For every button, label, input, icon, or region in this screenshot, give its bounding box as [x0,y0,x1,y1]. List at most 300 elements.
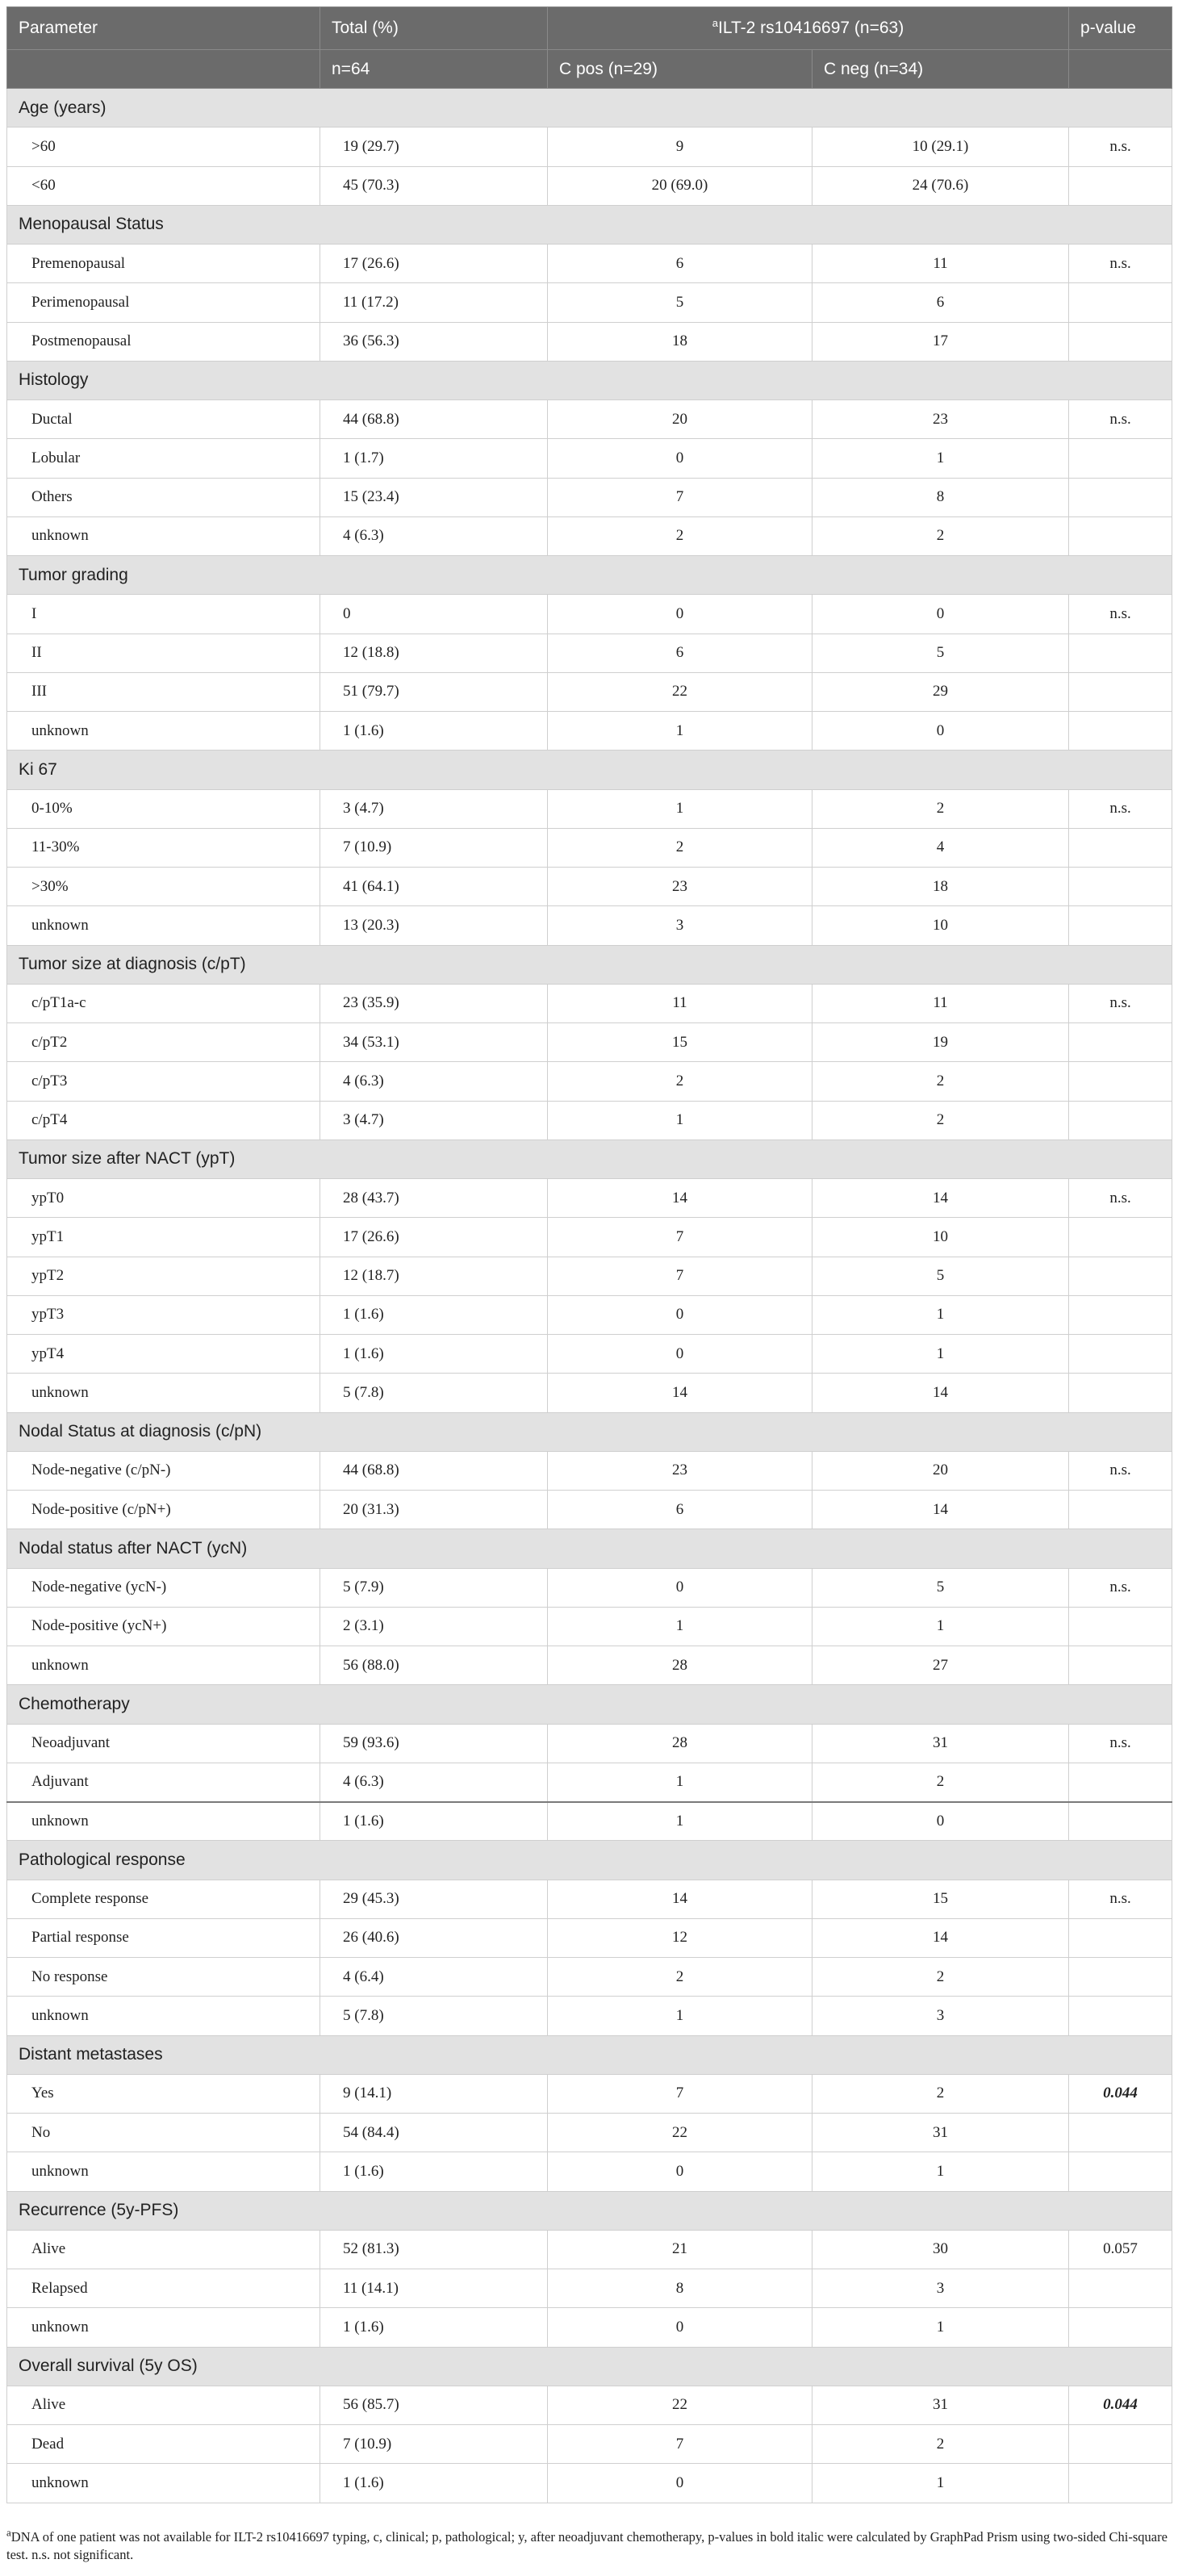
cell-parameter: ypT4 [7,1335,320,1374]
cell-c-neg: 2 [812,1763,1069,1801]
cell-total: 13 (20.3) [320,906,548,945]
section-row [7,205,1172,244]
table-row [7,634,1172,672]
cell-total: 11 (17.2) [320,283,548,322]
table-row [7,1257,1172,1295]
cell-c-pos: 23 [548,1451,812,1490]
cell-p-value [1069,828,1172,867]
footnote-text: DNA of one patient was not available for ILT-2 rs10416697 typing, c, clinical; p, pathological; y, after neoadjuvant chemotherapy, p-values in bold italic were calculated by GraphPad Prism using two-sided Chi-square test. n.s. not significant. [6,2529,1168,2562]
table-row [7,1958,1172,1997]
cell-c-neg: 5 [812,1568,1069,1607]
cell-c-neg: 1 [812,2464,1069,2503]
table-row [7,2425,1172,2464]
cell-c-neg: 2 [812,516,1069,555]
cell-total: 56 (85.7) [320,2386,548,2424]
cell-c-pos: 6 [548,245,812,283]
section-row [7,1529,1172,1568]
table-row [7,1802,1172,1841]
cell-p-value [1069,2269,1172,2308]
cell-c-neg: 10 [812,1218,1069,1257]
cell-p-value: n.s. [1069,789,1172,828]
cell-c-pos: 22 [548,672,812,711]
cell-parameter: unknown [7,2464,320,2503]
cell-parameter: Perimenopausal [7,283,320,322]
cell-c-pos: 20 (69.0) [548,166,812,205]
cell-parameter: <60 [7,166,320,205]
table-row [7,2269,1172,2308]
section-title: Menopausal Status [7,205,1172,244]
cell-total: 7 (10.9) [320,2425,548,2464]
cell-total: 3 (4.7) [320,1101,548,1140]
cell-c-pos: 7 [548,2425,812,2464]
cell-parameter: Node-positive (ycN+) [7,1607,320,1646]
cell-c-pos: 7 [548,1218,812,1257]
cell-c-neg: 1 [812,439,1069,478]
cell-total: 20 (31.3) [320,1491,548,1529]
cell-total: 3 (4.7) [320,789,548,828]
table-row [7,439,1172,478]
header-c-pos: C pos (n=29) [548,50,812,89]
cell-parameter: Partial response [7,1918,320,1957]
cell-c-pos: 28 [548,1646,812,1685]
section-row [7,1412,1172,1451]
table-row [7,1724,1172,1763]
cell-c-neg: 5 [812,1257,1069,1295]
table-row [7,868,1172,906]
table-row [7,1646,1172,1685]
table-row [7,2308,1172,2347]
cell-p-value [1069,712,1172,751]
header-c-neg: C neg (n=34) [812,50,1069,89]
table-row [7,1918,1172,1957]
cell-c-neg: 31 [812,2386,1069,2424]
cell-p-value [1069,1101,1172,1140]
cell-c-pos: 22 [548,2386,812,2424]
cell-c-neg: 29 [812,672,1069,711]
cell-c-neg: 11 [812,245,1069,283]
table-row [7,283,1172,322]
cell-c-pos: 0 [548,1295,812,1334]
header-empty-p [1069,50,1172,89]
table-row [7,2114,1172,2152]
cell-c-pos: 14 [548,1880,812,1918]
cell-total: 1 (1.6) [320,2152,548,2191]
cell-p-value [1069,634,1172,672]
cell-parameter: unknown [7,712,320,751]
cell-c-pos: 6 [548,634,812,672]
table-row [7,2230,1172,2269]
cell-c-neg: 0 [812,595,1069,634]
table-row [7,1335,1172,1374]
cell-c-neg: 1 [812,2308,1069,2347]
cell-p-value: 0.057 [1069,2230,1172,2269]
table-row [7,1763,1172,1801]
cell-parameter: c/pT2 [7,1023,320,1062]
cell-c-pos: 22 [548,2114,812,2152]
cell-parameter: Dead [7,2425,320,2464]
table-row [7,516,1172,555]
cell-p-value [1069,1958,1172,1997]
cell-c-neg: 6 [812,283,1069,322]
cell-total: 4 (6.3) [320,516,548,555]
cell-p-value [1069,2114,1172,2152]
table-body [7,89,1172,2503]
cell-c-pos: 20 [548,400,812,439]
cell-c-neg: 3 [812,1997,1069,2035]
cell-total: 5 (7.8) [320,1374,548,1412]
cell-c-neg: 1 [812,1607,1069,1646]
cell-p-value [1069,1763,1172,1801]
cell-c-pos: 2 [548,516,812,555]
table-row [7,1491,1172,1529]
section-title: Distant metastases [7,2035,1172,2074]
table-row [7,1179,1172,1218]
cell-p-value [1069,2425,1172,2464]
cell-total: 45 (70.3) [320,166,548,205]
cell-total: 5 (7.8) [320,1997,548,2035]
cell-total: 44 (68.8) [320,400,548,439]
cell-parameter: Ductal [7,400,320,439]
cell-parameter: Node-positive (c/pN+) [7,1491,320,1529]
cell-total: 1 (1.7) [320,439,548,478]
section-row [7,2035,1172,2074]
cell-parameter: c/pT3 [7,1062,320,1101]
cell-c-pos: 7 [548,2074,812,2113]
cell-c-pos: 7 [548,1257,812,1295]
header-total: Total (%) [320,7,548,50]
cell-p-value [1069,1257,1172,1295]
cell-c-pos: 0 [548,1335,812,1374]
header-pvalue: p-value [1069,7,1172,50]
cell-c-pos: 1 [548,1607,812,1646]
cell-c-neg: 0 [812,1802,1069,1841]
cell-p-value: n.s. [1069,1451,1172,1490]
table-row [7,128,1172,166]
cell-parameter: Neoadjuvant [7,1724,320,1763]
table-row [7,906,1172,945]
cell-parameter: Alive [7,2386,320,2424]
cell-total: 12 (18.8) [320,634,548,672]
cell-total: 5 (7.9) [320,1568,548,1607]
cell-c-pos: 15 [548,1023,812,1062]
cell-p-value [1069,868,1172,906]
cell-c-neg: 15 [812,1880,1069,1918]
cell-p-value [1069,1646,1172,1685]
cell-c-neg: 31 [812,1724,1069,1763]
cell-p-value [1069,1062,1172,1101]
section-title: Tumor grading [7,556,1172,595]
cell-total: 36 (56.3) [320,322,548,361]
cell-total: 1 (1.6) [320,2308,548,2347]
section-title: Recurrence (5y-PFS) [7,2191,1172,2230]
section-row [7,2347,1172,2386]
cell-total: 12 (18.7) [320,1257,548,1295]
cell-p-value [1069,672,1172,711]
cell-total: 1 (1.6) [320,1295,548,1334]
cell-parameter: >60 [7,128,320,166]
cell-parameter: Complete response [7,1880,320,1918]
cell-p-value [1069,1607,1172,1646]
cell-c-neg: 2 [812,789,1069,828]
cell-c-pos: 8 [548,2269,812,2308]
cell-c-neg: 30 [812,2230,1069,2269]
section-row [7,89,1172,128]
cell-p-value [1069,1335,1172,1374]
section-title: Tumor size at diagnosis (c/pT) [7,945,1172,984]
section-row [7,1841,1172,1880]
table-row [7,2386,1172,2424]
cell-p-value [1069,283,1172,322]
section-row [7,556,1172,595]
cell-p-value [1069,516,1172,555]
cell-p-value [1069,478,1172,516]
cell-total: 4 (6.4) [320,1958,548,1997]
cell-p-value [1069,322,1172,361]
cell-total: 29 (45.3) [320,1880,548,1918]
cell-total: 34 (53.1) [320,1023,548,1062]
table-row [7,828,1172,867]
cell-c-pos: 7 [548,478,812,516]
cell-c-pos: 0 [548,439,812,478]
table-row [7,166,1172,205]
cell-c-neg: 18 [812,868,1069,906]
cell-c-neg: 27 [812,1646,1069,1685]
cell-c-pos: 1 [548,712,812,751]
table-row [7,672,1172,711]
cell-total: 0 [320,595,548,634]
cell-c-pos: 1 [548,1802,812,1841]
patient-characteristics-table [6,6,1172,2503]
header-n-total: n=64 [320,50,548,89]
table-row [7,1607,1172,1646]
cell-c-neg: 14 [812,1179,1069,1218]
cell-parameter: Relapsed [7,2269,320,2308]
cell-total: 2 (3.1) [320,1607,548,1646]
section-row [7,2191,1172,2230]
cell-c-pos: 1 [548,1101,812,1140]
cell-parameter: 0-10% [7,789,320,828]
cell-total: 17 (26.6) [320,1218,548,1257]
cell-p-value [1069,439,1172,478]
cell-parameter: Alive [7,2230,320,2269]
cell-total: 44 (68.8) [320,1451,548,1490]
cell-parameter: c/pT4 [7,1101,320,1140]
cell-c-neg: 17 [812,322,1069,361]
table-row [7,984,1172,1022]
cell-total: 9 (14.1) [320,2074,548,2113]
cell-c-neg: 1 [812,1335,1069,1374]
cell-total: 51 (79.7) [320,672,548,711]
cell-p-value: n.s. [1069,1880,1172,1918]
cell-parameter: unknown [7,516,320,555]
cell-c-pos: 2 [548,1958,812,1997]
cell-c-neg: 4 [812,828,1069,867]
cell-total: 1 (1.6) [320,712,548,751]
cell-p-value: n.s. [1069,595,1172,634]
section-title: Tumor size after NACT (ypT) [7,1140,1172,1178]
cell-c-pos: 2 [548,828,812,867]
cell-parameter: c/pT1a-c [7,984,320,1022]
cell-parameter: ypT0 [7,1179,320,1218]
section-title: Chemotherapy [7,1685,1172,1724]
table-row [7,1451,1172,1490]
cell-parameter: unknown [7,1646,320,1685]
table-row [7,400,1172,439]
cell-total: 11 (14.1) [320,2269,548,2308]
cell-c-neg: 11 [812,984,1069,1022]
cell-c-neg: 31 [812,2114,1069,2152]
cell-p-value: 0.044 [1069,2386,1172,2424]
cell-c-neg: 14 [812,1491,1069,1529]
table-row [7,595,1172,634]
section-row [7,945,1172,984]
cell-total: 1 (1.6) [320,1802,548,1841]
footnote-sup: a [6,2526,11,2539]
cell-p-value: n.s. [1069,245,1172,283]
cell-c-pos: 1 [548,1997,812,2035]
cell-p-value [1069,1295,1172,1334]
cell-parameter: ypT1 [7,1218,320,1257]
cell-c-pos: 14 [548,1179,812,1218]
cell-parameter: >30% [7,868,320,906]
footnote [6,2528,1172,2564]
cell-c-pos: 11 [548,984,812,1022]
section-title: Pathological response [7,1841,1172,1880]
table-row [7,1023,1172,1062]
cell-total: 23 (35.9) [320,984,548,1022]
cell-total: 26 (40.6) [320,1918,548,1957]
cell-parameter: unknown [7,1802,320,1841]
cell-c-pos: 12 [548,1918,812,1957]
section-title: Nodal Status at diagnosis (c/pN) [7,1412,1172,1451]
cell-c-neg: 2 [812,1101,1069,1140]
table-row [7,2152,1172,2191]
table-row [7,1062,1172,1101]
section-title: Ki 67 [7,751,1172,789]
cell-c-pos: 18 [548,322,812,361]
cell-parameter: unknown [7,1374,320,1412]
cell-c-neg: 14 [812,1918,1069,1957]
cell-total: 28 (43.7) [320,1179,548,1218]
cell-parameter: Yes [7,2074,320,2113]
header-row-2 [7,50,1172,89]
cell-c-pos: 2 [548,1062,812,1101]
cell-total: 54 (84.4) [320,2114,548,2152]
cell-p-value [1069,906,1172,945]
cell-p-value [1069,1918,1172,1957]
cell-p-value [1069,2152,1172,2191]
section-title: Nodal status after NACT (ycN) [7,1529,1172,1568]
table-row [7,245,1172,283]
cell-parameter: unknown [7,2152,320,2191]
section-row [7,1685,1172,1724]
cell-total: 56 (88.0) [320,1646,548,1685]
cell-p-value [1069,1023,1172,1062]
cell-c-pos: 1 [548,789,812,828]
header-parameter: Parameter [7,7,320,50]
cell-c-pos: 5 [548,283,812,322]
cell-c-neg: 8 [812,478,1069,516]
cell-parameter: Premenopausal [7,245,320,283]
cell-parameter: 11-30% [7,828,320,867]
cell-p-value: n.s. [1069,1724,1172,1763]
table-row [7,789,1172,828]
cell-c-pos: 0 [548,2308,812,2347]
cell-parameter: No response [7,1958,320,1997]
cell-p-value [1069,2464,1172,2503]
table-row [7,478,1172,516]
cell-parameter: ypT3 [7,1295,320,1334]
section-title: Overall survival (5y OS) [7,2347,1172,2386]
cell-c-neg: 5 [812,634,1069,672]
cell-c-pos: 0 [548,595,812,634]
cell-parameter: ypT2 [7,1257,320,1295]
cell-p-value: 0.044 [1069,2074,1172,2113]
table-row [7,1568,1172,1607]
cell-parameter: unknown [7,906,320,945]
cell-c-neg: 23 [812,400,1069,439]
section-title: Histology [7,361,1172,399]
cell-parameter: Adjuvant [7,1763,320,1801]
cell-parameter: II [7,634,320,672]
table-row [7,1374,1172,1412]
cell-c-neg: 10 [812,906,1069,945]
cell-parameter: Postmenopausal [7,322,320,361]
table-row [7,1997,1172,2035]
header-group-label: ILT-2 rs10416697 (n=63) [718,19,904,37]
cell-c-pos: 9 [548,128,812,166]
table-row [7,1880,1172,1918]
cell-c-neg: 2 [812,1958,1069,1997]
cell-c-neg: 1 [812,2152,1069,2191]
cell-p-value [1069,2308,1172,2347]
cell-parameter: Node-negative (c/pN-) [7,1451,320,1490]
cell-parameter: Lobular [7,439,320,478]
cell-p-value [1069,1802,1172,1841]
header-group [548,7,1069,50]
cell-c-pos: 23 [548,868,812,906]
table-row [7,2464,1172,2503]
cell-c-neg: 2 [812,1062,1069,1101]
section-row [7,361,1172,399]
table-container [6,6,1172,2503]
section-row [7,751,1172,789]
table-row [7,2074,1172,2113]
cell-c-neg: 1 [812,1295,1069,1334]
cell-parameter: Node-negative (ycN-) [7,1568,320,1607]
cell-c-neg: 10 (29.1) [812,128,1069,166]
cell-c-neg: 24 (70.6) [812,166,1069,205]
cell-c-neg: 19 [812,1023,1069,1062]
cell-p-value: n.s. [1069,1179,1172,1218]
table-row [7,322,1172,361]
cell-total: 4 (6.3) [320,1763,548,1801]
cell-p-value: n.s. [1069,400,1172,439]
cell-c-neg: 14 [812,1374,1069,1412]
cell-p-value [1069,166,1172,205]
cell-parameter: unknown [7,2308,320,2347]
cell-total: 17 (26.6) [320,245,548,283]
cell-c-neg: 0 [812,712,1069,751]
cell-c-neg: 2 [812,2074,1069,2113]
cell-c-pos: 3 [548,906,812,945]
table-header [7,7,1172,89]
cell-c-pos: 21 [548,2230,812,2269]
cell-c-pos: 1 [548,1763,812,1801]
cell-total: 19 (29.7) [320,128,548,166]
cell-total: 7 (10.9) [320,828,548,867]
cell-c-neg: 20 [812,1451,1069,1490]
